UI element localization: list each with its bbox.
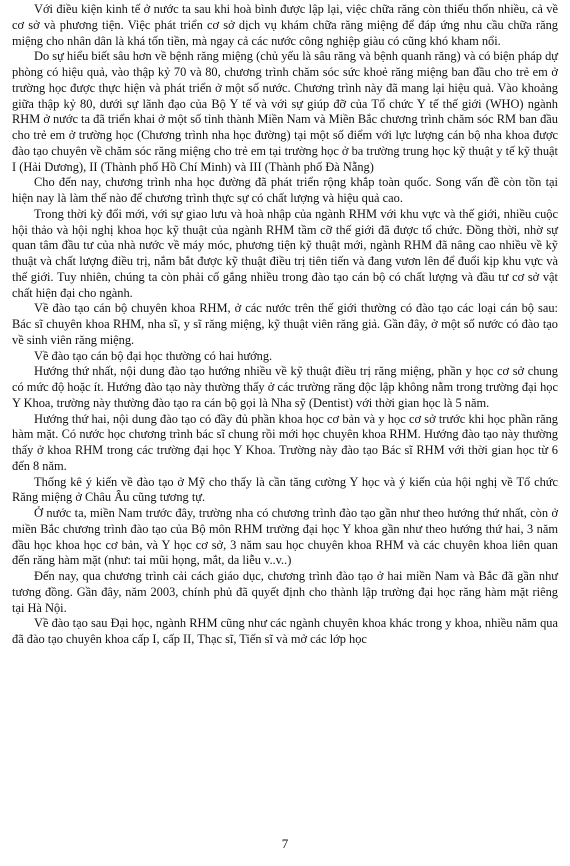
paragraph: Với điều kiện kinh tế ở nước ta sau khi hoà bình được lập lại, việc chữa răng còn thiếu thốn nhiều, cả về cơ sở và phương tiện. Việc phát triển cơ sở dịch vụ khám chữa răng miệng để đáp ứng nhu cầu chữa răng miệng cho nhân dân là khá tốn tiền, mà ngay cả các nước công nghiệp giàu có cũng khó kham nổi.	[12, 2, 558, 48]
paragraph: Về đào tạo cán bộ đại học thường có hai hướng.	[34, 348, 273, 363]
paragraph: Hướng thứ nhất, nội dung đào tạo hướng nhiều về kỹ thuật điều trị răng miệng, phần y học cơ sở chung có mức độ hoặc ít. Hướng đào tạo này thường thấy ở các trường răng độc lập không nằm trong trường đại học Y Khoa, trường này thường đào tạo ra cán bộ gọi là Nha sỹ (Dentist) với thời gian học là 5 năm.	[12, 364, 558, 410]
paragraph: Cho đến nay, chương trình nha học đường đã phát triển rộng khắp toàn quốc. Song vấn đề còn tồn tại hiện nay là làm thế nào để chương trình thực sự có chất lượng và hiệu quả cao.	[12, 175, 558, 205]
paragraph: Trong thời kỳ đổi mới, với sự giao lưu và hoà nhập của ngành RHM với khu vực và thế giới, nhiều cuộc hội thảo và hội nghị khoa học kỹ thuật của ngành RHM tầm cỡ thế giới đã được tổ chức. Đồng thời, nhờ sự quan tâm đầu tư của nhà nước về máy móc, phương tiện kỹ thuật mới, ngành RHM đã nâng cao nhiều về kỹ thuật và chất lượng điều trị, nắm bắt được kỹ thuật điều trị tiên tiến và đang vươn lên để đuổi kịp khu vực và thế giới. Tuy nhiên, chúng ta còn phải cố gắng nhiều trong đào tạo cán bộ có chất lượng và đầu tư cơ sở vật chất hiện đại cho ngành.	[12, 206, 558, 300]
paragraph: Về đào tạo sau Đại học, ngành RHM cũng như các ngành chuyên khoa khác trong y khoa, nhiều năm qua đã đào tạo chuyên khoa cấp I, cấp II, Thạc sĩ, Tiến sĩ và mở các lớp học	[12, 616, 558, 646]
paragraph: Do sự hiểu biết sâu hơn về bệnh răng miệng (chủ yếu là sâu răng và bệnh quanh răng) và có biện pháp dự phòng có hiệu quả, vào thập kỷ 70 và 80, chương trình chăm sóc sức khoẻ răng miệng ban đầu cho trẻ em ở trường học được thực hiện và phát triển ở một số nước. Chương trình này đã mang lại hiệu quả. Vào khoảng giữa thập kỷ 80, dưới sự lãnh đạo của Bộ Y tế và với sự giúp đỡ của Tổ chức Y tế thế giới (WHO) ngành RHM ở nước ta đã triển khai ở một số tỉnh thành Miền Nam và Miền Bắc chương trình chăm sóc RM ban đầu cho trẻ em ở trường học (Chương trình nha học đường) tại một số điểm với lực lượng cán bộ nha khoa được đào tạo chuyên về chăm sóc răng miệng cho trẻ em tại trường học ở ba trường trung học kỹ thuật y tế kỹ thuật I (Hải Dương), II (Thành phố Hồ Chí Minh) và III (Thành phố Đà Nẵng)	[12, 49, 558, 174]
paragraph: Ở nước ta, miền Nam trước đây, trường nha có chương trình đào tạo gần như theo hướng thứ nhất, còn ở miền Bắc chương trình đào tạo của Bộ môn RHM trường đại học Y khoa gần như theo hướng thứ hai, 3 năm đầu học khoa học cơ bản, và Y học cơ sở, 3 năm sau học chuyên khoa RHM và các chuyên khoa liên quan đến răng hàm mặt (như: tai mũi họng, mắt, da liễu v..v..)	[12, 506, 558, 568]
page-number: 7	[281, 836, 289, 851]
paragraph: Đến nay, qua chương trình cải cách giáo dục, chương trình đào tạo ở hai miền Nam và Bắc đã gần như tương đồng. Gần đây, năm 2003, chính phủ đã quyết định cho thành lập trường đại học răng hàm mặt riêng tại Hà Nội.	[12, 569, 558, 615]
paragraph: Về đào tạo cán bộ chuyên khoa RHM, ở các nước trên thế giới thường có đào tạo các loại cán bộ sau: Bác sĩ chuyên khoa RHM, nha sĩ, y sĩ răng miệng, kỹ thuật viên răng giả. Gần đây, ở một số nước có đào tạo về sinh viên răng miệng.	[12, 301, 558, 347]
paragraph: Thống kê ý kiến về đào tạo ở Mỹ cho thấy là cần tăng cường Y học và ý kiến của hội nghị về Tổ chức Răng miệng ở Châu Âu cũng tương tự.	[12, 474, 558, 505]
body-text	[12, 2, 558, 648]
paragraph: Hướng thứ hai, nội dung đào tạo có đầy đủ phần khoa học cơ bản và y học cơ sở trước khi học phần răng hàm mặt. Có nước học chương trình bác sĩ chung rồi mới học chuyên khoa RHM. Hướng đào tạo này thường thấy ở khoa RHM trong các trường đại học Y Khoa. Trường này đào tạo Bác sĩ RHM với thời gian học từ 6 đến 8 năm.	[12, 411, 558, 473]
